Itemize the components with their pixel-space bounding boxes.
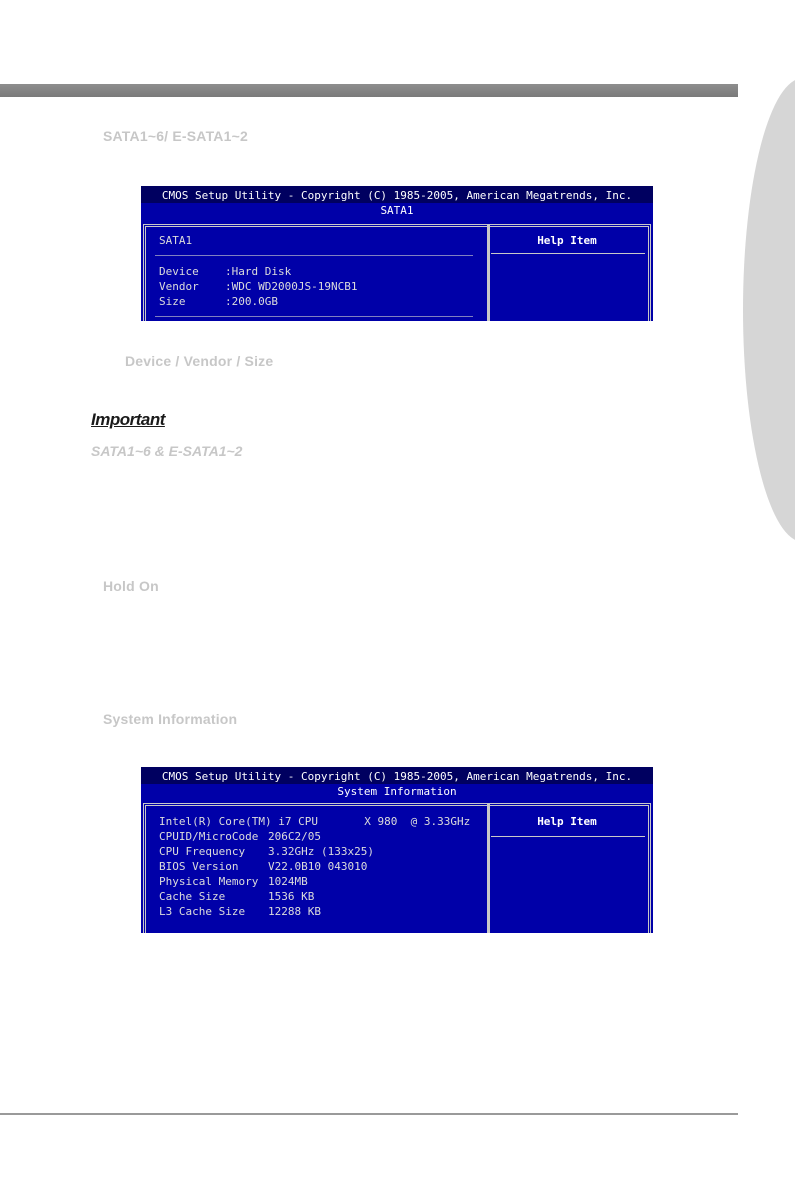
row-vendor-value: :WDC WD2000JS-19NCB1 [225, 280, 358, 293]
heading-device-vendor-size: Device / Vendor / Size [125, 353, 274, 369]
bios-subtitle: SATA1 [380, 204, 414, 217]
section-rule-bottom [155, 316, 473, 317]
help-divider [491, 836, 645, 837]
important-title: Important [91, 410, 165, 429]
row-cache-size-value: 1536 KB [268, 890, 315, 903]
cpu-line: Intel(R) Core(TM) i7 CPU X 980 @ 3.33GHz [159, 815, 471, 828]
row-bios-version-label: BIOS Version [159, 860, 239, 873]
bios-title: CMOS Setup Utility - Copyright (C) 1985-2005, American Megatrends, Inc. [141, 186, 653, 203]
row-cache-size-label: Cache Size [159, 890, 226, 903]
row-physical-memory-value: 1024MB [268, 875, 308, 888]
bios-divider [487, 224, 490, 321]
row-cpu-frequency-label: CPU Frequency [159, 845, 246, 858]
help-item-label: Help Item [537, 815, 597, 828]
row-bios-version-value: V22.0B10 043010 [268, 860, 368, 873]
row-cpuid-label: CPUID/MicroCode [159, 830, 259, 843]
row-size-label: Size [159, 295, 186, 308]
heading-hold-on: Hold On [103, 578, 159, 594]
chapter-side-tab [743, 78, 795, 542]
heading-system-information: System Information [103, 711, 238, 727]
row-device-label: Device [159, 265, 199, 278]
row-cpuid-value: 206C2/05 [268, 830, 321, 843]
bios-subtitle: System Information [337, 785, 457, 798]
sata-section-title: SATA1 [159, 234, 193, 247]
row-size-value: :200.0GB [225, 295, 278, 308]
row-vendor-label: Vendor [159, 280, 199, 293]
row-l3-cache-size-label: L3 Cache Size [159, 905, 246, 918]
important-subtitle: SATA1~6 & E-SATA1~2 [91, 443, 243, 459]
page-footer-rule [0, 1113, 738, 1115]
bios-divider [487, 803, 490, 933]
row-device-value: :Hard Disk [225, 265, 292, 278]
row-cpu-frequency-value: 3.32GHz (133x25) [268, 845, 374, 858]
row-l3-cache-size-value: 12288 KB [268, 905, 321, 918]
section-rule [155, 255, 473, 256]
heading-sata: SATA1~6/ E-SATA1~2 [103, 128, 248, 144]
help-divider [491, 253, 645, 254]
bios-sata-screen [141, 186, 653, 321]
page-header-bar [0, 84, 738, 97]
help-item-label: Help Item [537, 234, 597, 247]
bios-title: CMOS Setup Utility - Copyright (C) 1985-2005, American Megatrends, Inc. [141, 767, 653, 784]
row-physical-memory-label: Physical Memory [159, 875, 259, 888]
bios-sysinfo-screen [141, 767, 653, 933]
